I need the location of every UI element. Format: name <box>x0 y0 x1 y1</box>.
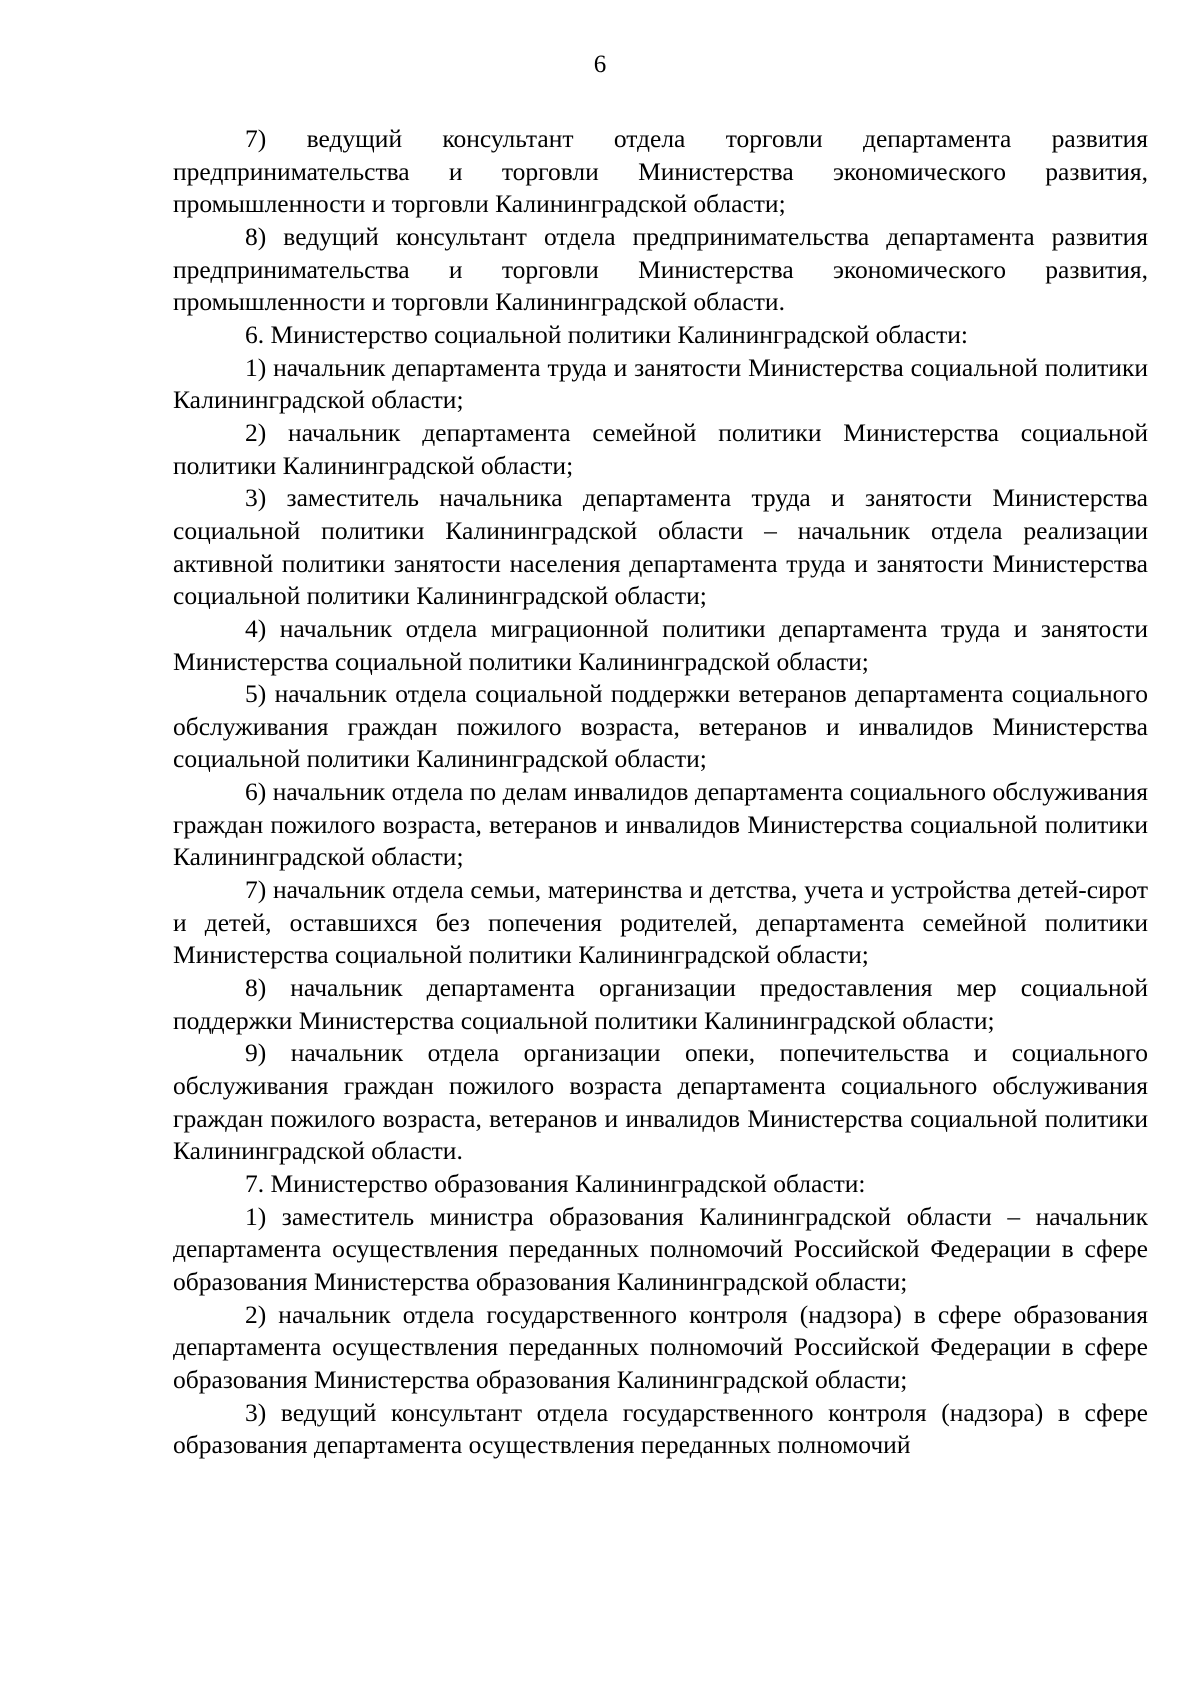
paragraph: 5) начальник отдела социальной поддержки ветеранов департамента социального обслуживания граждан пожилого возраста, ветеранов и инвалидов Министерства социальной политики Калининградской области; <box>173 679 1148 774</box>
paragraph: 3) заместитель начальника департамента труда и занятости Министерства социальной политики Калининградской области – начальник отдела реализации активной политики занятости населения департамента труда и занятости Министерства социальной политики Калининградской области; <box>173 483 1148 611</box>
paragraph: 2) начальник отдела государственного контроля (надзора) в сфере образования департамента осуществления переданных полномочий Российской Федерации в сфере образования Министерства образования Калининградской области; <box>173 1299 1148 1394</box>
paragraph: 6) начальник отдела по делам инвалидов департамента социального обслуживания граждан пожилого возраста, ветеранов и инвалидов Министерства социальной политики Калининградской области; <box>173 777 1148 872</box>
paragraph: 1) начальник департамента труда и занятости Министерства социальной политики Калининградской области; <box>173 352 1148 415</box>
paragraph: 7) начальник отдела семьи, материнства и детства, учета и устройства детей-сирот и детей, оставшихся без попечения родителей, департамента семейной политики Министерства социальной политики Калининградской области; <box>173 875 1148 970</box>
page-number: 6 <box>593 51 607 78</box>
section-heading: 7. Министерство образования Калининградской области: <box>245 1169 866 1198</box>
paragraph: 8) начальник департамента организации предоставления мер социальной поддержки Министерства социальной политики Калининградской области; <box>173 973 1148 1035</box>
paragraph: 8) ведущий консультант отдела предпринимательства департамента развития предпринимательства и торговли Министерства экономического развития, промышленности и торговли Калининградской области. <box>173 221 1148 317</box>
paragraph: 1) заместитель министра образования Калининградской области – начальник департамента осуществления переданных полномочий Российской Федерации в сфере образования Министерства образования Калининградской области; <box>173 1201 1148 1296</box>
paragraph: 2) начальник департамента семейной политики Министерства социальной политики Калининградской области; <box>173 417 1148 480</box>
section-heading: 6. Министерство социальной политики Калининградской области: <box>245 319 968 349</box>
paragraph: 3) ведущий консультант отдела государственного контроля (надзора) в сфере образования департамента осуществления переданных полномочий <box>173 1397 1148 1460</box>
paragraph: 9) начальник отдела организации опеки, попечительства и социального обслуживания граждан пожилого возраста департамента социального обслуживания граждан пожилого возраста, ветеранов и инвалидов Министерства социальной политики Калининградской области. <box>173 1038 1148 1166</box>
paragraph: 7) ведущий консультант отдела торговли департамента развития предпринимательства и торговли Министерства экономического развития, промышленности и торговли Калининградской области; <box>173 124 1148 219</box>
paragraph: 4) начальник отдела миграционной политики департамента труда и занятости Министерства социальной политики Калининградской области; <box>173 613 1148 676</box>
document-body <box>173 123 1148 1462</box>
